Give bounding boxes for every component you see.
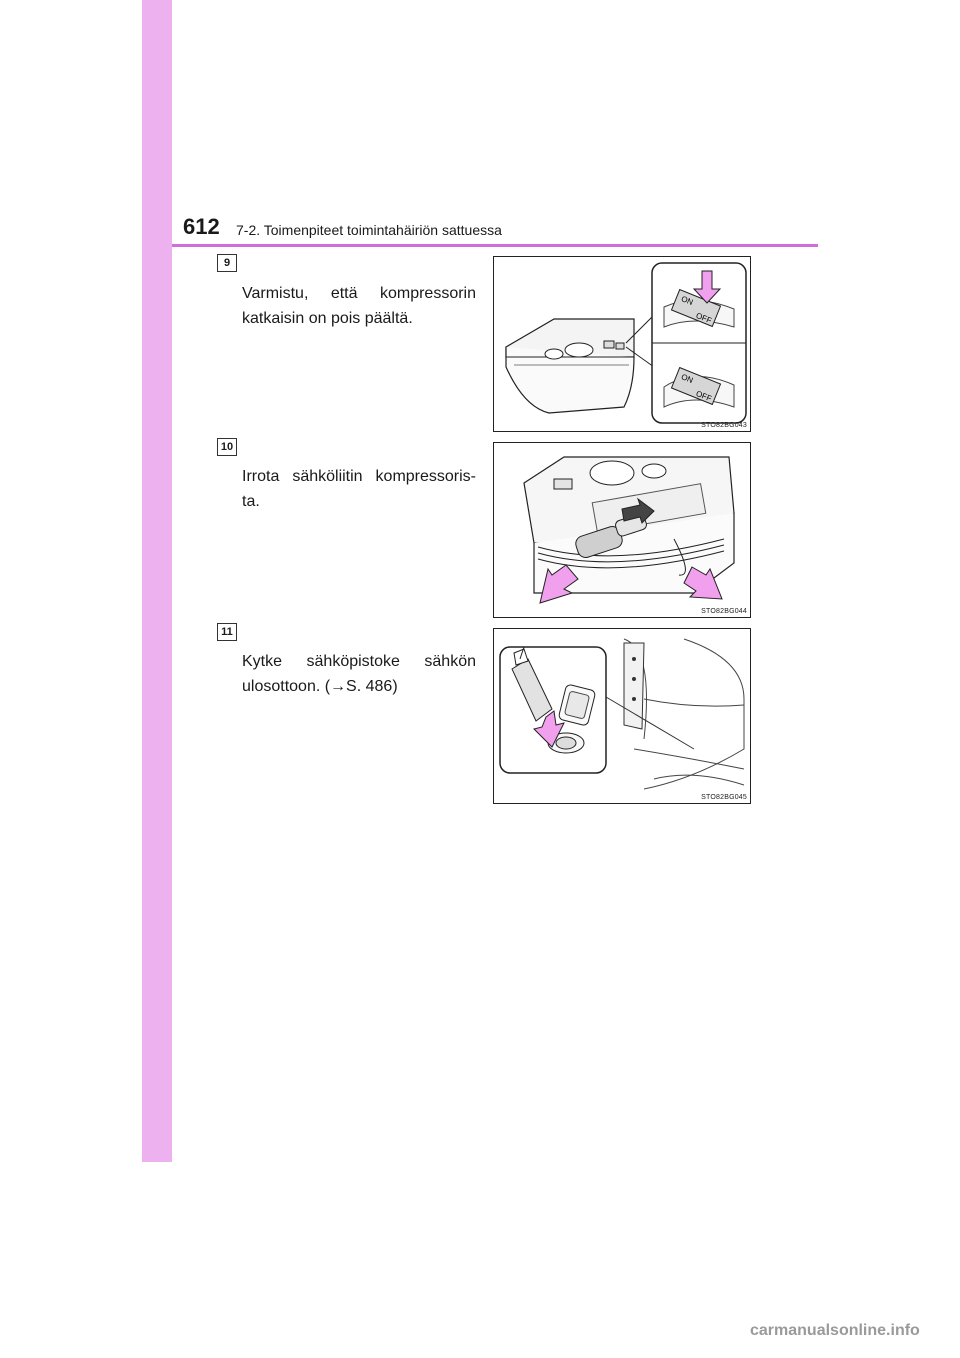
page-number: 612 bbox=[183, 214, 220, 239]
header-rule bbox=[172, 244, 818, 247]
figure-compressor-switch bbox=[493, 256, 751, 432]
watermark: carmanualsonline.info bbox=[750, 1322, 920, 1339]
figure-code: STO82BG043 bbox=[701, 422, 747, 429]
figure-label-on-2: ON bbox=[679, 372, 695, 386]
figure-power-outlet bbox=[493, 628, 751, 804]
figure-code: STO82BG045 bbox=[701, 794, 747, 801]
step-text-10: Irrota sähköliitin kompressoris- ta. bbox=[242, 468, 476, 510]
compressor-switch-illustration bbox=[494, 257, 750, 431]
figure-label-on: ON bbox=[679, 294, 695, 308]
step-badge-11: 11 bbox=[217, 623, 237, 641]
side-color-bar bbox=[142, 0, 172, 1162]
step-badge-9: 9 bbox=[217, 254, 237, 272]
figure-label-off-2: OFF bbox=[694, 388, 713, 404]
step-badge-10: 10 bbox=[217, 438, 237, 456]
figure-label-off: OFF bbox=[694, 310, 713, 326]
disconnect-connector-illustration bbox=[494, 443, 750, 617]
step-text-11: Kytke sähköpistoke sähkön ulosottoon. (→S. 486) bbox=[242, 653, 476, 695]
power-outlet-illustration bbox=[494, 629, 750, 803]
figure-disconnect-connector bbox=[493, 442, 751, 618]
section-title: 7-2. Toimenpiteet toimintahäiriön sattuessa bbox=[236, 222, 502, 238]
step-text-9: Varmistu, että kompressorin katkaisin on pois päältä. bbox=[242, 285, 476, 327]
figure-code: STO82BG044 bbox=[701, 608, 747, 615]
